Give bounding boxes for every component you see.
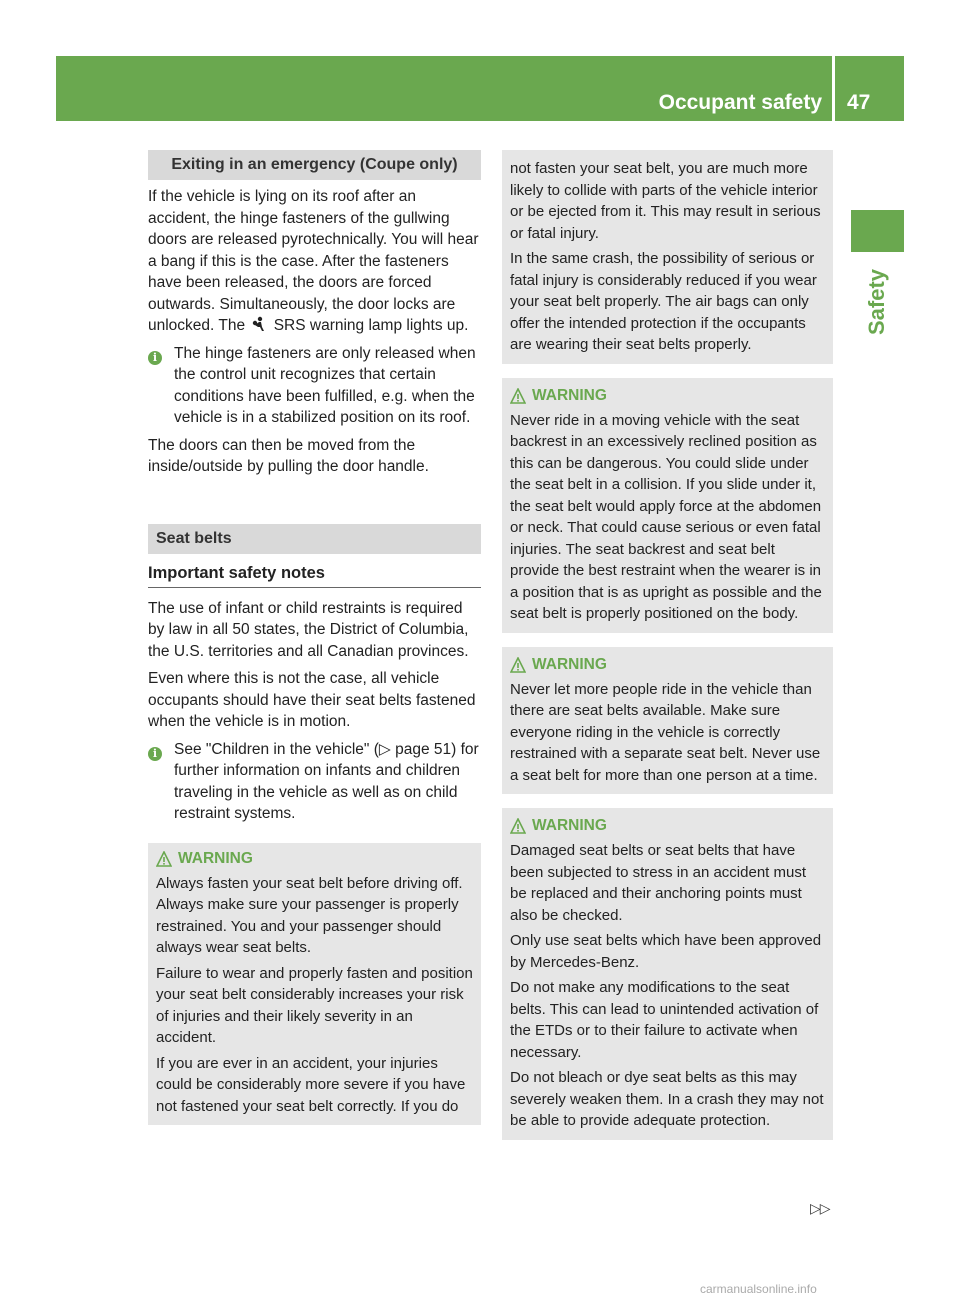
- subheading-important: Important safety notes: [148, 564, 481, 588]
- paragraph-text: SRS warning lamp lights up.: [273, 317, 469, 334]
- warning-title: [510, 386, 825, 406]
- side-tab: [850, 262, 904, 342]
- section-heading-emergency: Exiting in an emergency (Coupe only): [148, 150, 481, 180]
- paragraph: [148, 186, 481, 337]
- warning-triangle-icon: [510, 388, 526, 404]
- warning-box: [502, 808, 833, 1140]
- warning-text: Never let more people ride in the vehicle than there are seat belts available. Make sure everyone riding in the vehicle is correctly restrained with a separate seat belt. Never use a seat belt for more than one person at a time.: [510, 680, 821, 784]
- warning-triangle-icon: [510, 818, 526, 834]
- warning-text: Damaged seat belts or seat belts that have been subjected to stress in an accident must be replaced and their anchoring points must also be checked.: [510, 842, 807, 924]
- left-column: [148, 150, 481, 1125]
- warning-text: Never ride in a moving vehicle with the seat backrest in an excessively reclined position as this can be dangerous. You could slide under the seat belt in a collision. If you slide under it, the seat belt would apply force at the abdomen or neck. That could cause serious or even fatal injuries. The seat backrest and seat belt provide the best restraint when the wearer is in a position that is as upright as possible and the seat belt is properly positioned on the body.: [510, 411, 822, 622]
- info-note: [148, 739, 481, 825]
- info-text: The hinge fasteners are only released when the control unit recognizes that certain conditions have been fulfilled, e.g. when the vehicle is in a stabilized position on its roof.: [174, 344, 476, 426]
- paragraph-text: If the vehicle is lying on its roof after an accident, the hinge fasteners of the gullwing doors are released pyrotechnically. You will hear a bang if this is the case. After the fasteners have been released, the doors are forced outwards. Simultaneously, the door locks are unlocked. The: [148, 188, 479, 334]
- right-column: [502, 150, 833, 1140]
- side-tab-block: [851, 210, 904, 252]
- warning-triangle-icon: [510, 657, 526, 673]
- watermark: carmanualsonline.info: [700, 1282, 817, 1296]
- warning-title-text: WARNING: [532, 386, 607, 404]
- warning-title-text: WARNING: [532, 817, 607, 835]
- warning-text: Failure to wear and properly fasten and position your seat belt considerably increases your risk of injuries and their likely severity in an accident.: [156, 964, 473, 1046]
- header-bar: [56, 56, 832, 121]
- warning-text: Always fasten your seat belt before driving off. Always make sure your passenger is properly restrained. You and your passenger should always wear seat belts.: [156, 874, 463, 956]
- side-tab-label: Safety: [864, 268, 890, 336]
- header-title: Occupant safety: [658, 91, 822, 114]
- section-heading-seatbelts: Seat belts: [148, 524, 481, 554]
- warning-triangle-icon: [156, 851, 172, 867]
- info-text: See "Children in the vehicle" (▷ page 51) for further information on infants and children traveling in the vehicle as well as on child restraint systems.: [174, 740, 479, 822]
- warning-box-continued: [502, 150, 833, 364]
- warning-title: [156, 849, 473, 869]
- warning-box: [148, 843, 481, 1126]
- info-icon: i: [148, 742, 166, 756]
- warning-title: [510, 655, 825, 675]
- paragraph: Even where this is not the case, all vehicle occupants should have their seat belts fastened when the vehicle is in motion.: [148, 670, 476, 730]
- warning-title: [510, 816, 825, 836]
- info-icon: i: [148, 346, 166, 360]
- warning-title-text: WARNING: [532, 655, 607, 673]
- warning-text: If you are ever in an accident, your injuries could be considerably more severe if you have not fastened your seat belt correctly. If you do: [156, 1054, 466, 1115]
- warning-text: not fasten your seat belt, you are much more likely to collide with parts of the vehicle interior or be ejected from it. This may result in serious or fatal injury.: [510, 160, 821, 242]
- warning-text: Do not make any modifications to the seat belts. This can lead to unintended activation of the ETDs or to their failure to activate when necessary.: [510, 979, 819, 1061]
- page-number: 47: [847, 91, 871, 114]
- warning-text: Do not bleach or dye seat belts as this may severely weaken them. In a crash they may not be able to provide adequate protection.: [510, 1069, 824, 1129]
- paragraph: The use of infant or child restraints is required by law in all 50 states, the District of Columbia, the U.S. territories and all Canadian provinces.: [148, 599, 469, 660]
- warning-text: In the same crash, the possibility of serious or fatal injury is considerably reduced if you wear your seat belt properly. The air bags can only offer the intended protection if the occupants are wearing their seat belts properly.: [510, 250, 817, 353]
- airbag-person-icon: [252, 316, 266, 332]
- warning-box: [502, 378, 833, 633]
- warning-box: [502, 647, 833, 795]
- paragraph: The doors can then be moved from the inside/outside by pulling the door handle.: [148, 436, 429, 475]
- page-number-box: [835, 56, 904, 121]
- warning-text: Only use seat belts which have been approved by Mercedes-Benz.: [510, 932, 822, 971]
- warning-title-text: WARNING: [178, 849, 253, 867]
- info-note: [148, 343, 481, 429]
- continue-arrows: ▷▷: [810, 1200, 830, 1216]
